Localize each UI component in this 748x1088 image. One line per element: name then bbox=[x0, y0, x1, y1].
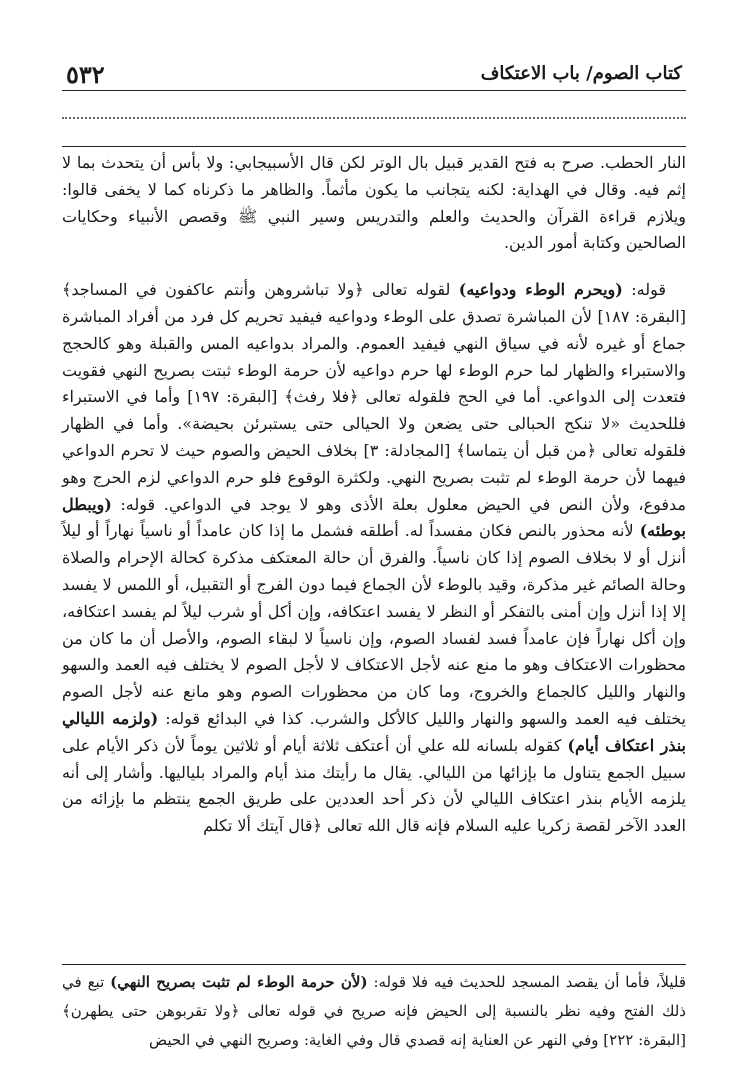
paragraph-2 bbox=[62, 277, 686, 840]
paragraph-2-text-2: لأنه محذور بالنص فكان مفسداً له. أطلقه فشمل ما إذا كان عامداً أو ناسياً نهاراً أو ليلاً أنزل أو لا بخلاف الصوم إذا كان ناسياً. والفرق أن حالة المعتكف مذكرة كحالة الإحرام والصلاة وحالة الصائم غير مذكرة، وقيد بالوطء لأن الجماع فيما دون الفرج أو التقبيل، أو اللمس لا يفسد إلا إذا أنزل وإن أمنى بالتفكر أو النظر لا يفسد اعتكافه، وإن أكل أو شرب ليلاً لم يفسد اعتكافه، وإن أكل نهاراً فإن عامداً فسد لفساد الصوم، وإن ناسياً لا لبقاء الصوم، والأصل أن ما كان من محظورات الاعتكاف وهو ما منع عنه لأجل الاعتكاف لا لأجل الصوم لا يختلف فيه العمد والسهو والنهار والليل كالجماع والخروج، وما كان من محظورات الصوم وهو مانع عنه لأجل الصوم يختلف فيه العمد والسهو والنهار والليل كالأكل والشرب. كذا في البدائع قوله: bbox=[62, 521, 687, 728]
footnote bbox=[62, 968, 686, 1055]
paragraph-2-text-1: لقوله تعالى ﴿ولا تباشروهن وأنتم عاكفون في المساجد﴾ [البقرة: ١٨٧] لأن المباشرة تصدق على الوطء ودواعيه فيفيد تحريم كل فرد من أفراد المباشرة جماع أو غيره لأنه في سياق النهي فيفيد العموم. والمراد بدواعيه المس والقبلة وهو كالحجج والاستبراء والظهار لما حرم الوطء لها حرم دواعيه لأن حرمة الوطء ثبتت بصريح النهي فقويت فتعدت إلى الدواعي. أما في الحج فلقوله تعالى ﴿فلا رفث﴾ [البقرة: ١٩٧] وأما في الاستبراء فللحديث «لا تنكح الحبالى حتى يضعن ولا الحيالى حتى يستبرئن بحيضة». وأما في الظهار فلقوله تعالى ﴿من قبل أن يتماسا﴾ [المجادلة: ٣] بخلاف الحيض والصوم حيث لا تحرم الدواعي فيهما لأن حرمة الوطء لم تثبت بصريح النهي. ولكثرة الوقوع فلو حرم الدواعي لزم الحرج وهو مدفوع، ولأن النص في الحيض معلول بعلة الأذى وهو لا يوجد في الدواعي. قوله: bbox=[62, 280, 687, 514]
page-number: ٥٣٢ bbox=[66, 60, 105, 89]
bold-quote-3: (ولزمه الليالي بنذر اعتكاف أيام) bbox=[62, 708, 686, 755]
footnote-bold-quote: (لأن حرمة الوطء لم تثبت بصريح النهي) bbox=[110, 973, 368, 991]
paragraph-2-intro: قوله: bbox=[622, 280, 667, 300]
header-rule bbox=[62, 90, 686, 91]
footnote-rule bbox=[62, 964, 686, 965]
footnote-text-2: تبع في ذلك الفتح وفيه نظر بالنسبة إلى الحيض فإنه صريح في قوله تعالى ﴿ولا تقربوهن حتى يطهرن﴾ [البقرة: ٢٢٢] وفي النهر عن العناية إنه قصدي قال وفي الغاية: وصريح النهي في الحيض bbox=[62, 973, 686, 1049]
dotted-divider bbox=[62, 117, 686, 119]
paragraph-2-text-3: كقوله بلسانه لله علي أن أعتكف ثلاثة أيام أو ثلاثين يوماً لأن ذكر الأيام على سبيل الجمع يتناول ما بإزائها من الليالي. يقال ما رأيتك منذ أيام والمراد بلياليها. وأشار إلى أنه يلزمه الأيام بنذر اعتكاف الليالي لأن ذكر أحد العددين على طريق الجمع ينتظم ما بإزائه من العدد الآخر لقصة زكريا عليه السلام فإنه قال الله تعالى ﴿قال آيتك ألا تكلم bbox=[62, 735, 687, 836]
bold-quote-1: (ويحرم الوطء ودواعيه) bbox=[458, 280, 623, 300]
section-divider bbox=[62, 146, 686, 147]
footnote-text-1: قليلاً، فأما أن يقصد المسجد للحديث فيه فلا قوله: bbox=[367, 973, 686, 991]
running-header: كتاب الصوم/ باب الاعتكاف bbox=[480, 63, 682, 84]
paragraph-1: النار الحطب. صرح به فتح القدير قبيل بال الوتر لكن قال الأسبيجابي: ولا بأس أن يتحدث بما لا إثم فيه. وقال في الهداية: لكنه يتجانب ما يكون مأثماً. والظاهر ما ذكرناه كما لا يخفى قالوا: ويلازم قراءة القرآن والحديث والعلم والتدريس وسير النبي ﷺ وقصص الأنبياء وحكايات الصالحين وكتابة أمور الدين. bbox=[62, 153, 686, 253]
main-text bbox=[62, 150, 686, 840]
footnote-paragraph bbox=[62, 968, 686, 1055]
bold-quote-2: (ويبطل بوطئه) bbox=[62, 494, 686, 541]
